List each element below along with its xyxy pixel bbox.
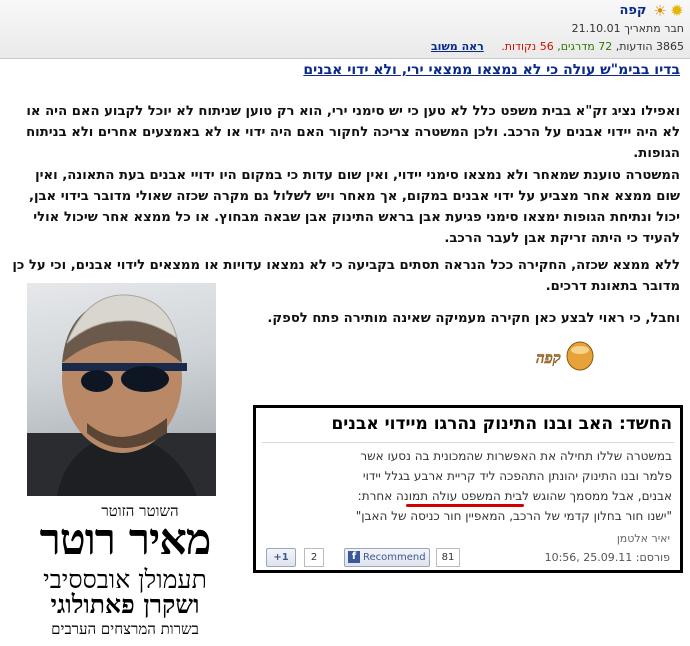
view-feedback-link[interactable]: ראה משוב bbox=[430, 40, 484, 53]
facebook-recommend-label: Recommend bbox=[363, 552, 426, 563]
article-author: יאיר אלטמן bbox=[616, 532, 670, 545]
posts-count: 3865 הודעות, bbox=[615, 40, 684, 53]
user-line bbox=[619, 3, 684, 18]
star-icon: ✹ bbox=[670, 1, 684, 20]
points-count: 56 נקודות. bbox=[501, 40, 554, 53]
user-info-header bbox=[0, 0, 690, 59]
article-screenshot bbox=[253, 405, 683, 573]
article-divider bbox=[262, 442, 674, 443]
member-since: חבר מתאריך 21.10.01 bbox=[571, 22, 684, 35]
caption-name: מאיר רוטר bbox=[39, 515, 211, 565]
caption-line-4: ושקרן פאתולוגי bbox=[50, 590, 200, 619]
caption-line-3: תעמולן אובססיבי bbox=[43, 565, 207, 594]
facebook-recommend-button[interactable] bbox=[344, 548, 430, 567]
article-line-3: אבנים, אבל ממסמך שהוגש לבית המשפט עולה תמונה אחרת: bbox=[357, 489, 672, 503]
google-plus-button[interactable] bbox=[266, 548, 296, 567]
ratings-count: 72 מדרגים, bbox=[557, 40, 613, 53]
article-published-date: פורסם: 25.09.11 ,10:56 bbox=[544, 551, 670, 564]
post-paragraph-1: ואפילו נציג זק"א בבית משפט כלל לא טען כי יש סימני ירי, הוא רק טוען שניתוח לא יוכל לקבוע האם היה או לא היה יידוי אבנים על הרכב. ולכן המשטרה צריכה לחקור האם היה ידוי או לא באמצעים אחרים ולא בניתוח הגופות. bbox=[26, 104, 680, 161]
google-plus-count: 2 bbox=[304, 548, 324, 567]
post-title[interactable]: בדיו בבימ"ש עולה כי לא נמצאו ממצאי ירי, ולא ידוי אבנים bbox=[303, 62, 680, 78]
username-link[interactable]: קפה bbox=[619, 3, 647, 18]
facebook-recommend-count: 81 bbox=[436, 548, 460, 567]
red-underline-mark bbox=[406, 504, 524, 507]
post-paragraph-2: המשטרה טוענת שמאחר ולא נמצאו סימני יידוי, ואין שום עדות כי במקום היו ידויי אבנים בעת התאונה, ואין שום ממצא אחר מצביע על ידוי אבנים במקום, אך מאחר ויש לשלול גם מקרה שכזה שאולי מדובר בידוי אבן, יכול ונתיחת הגופות ימצאו סימני פגיעת אבן בראש התינוק אבן שבאה מבחוץ. או כל ממצא אחר שיכול אולי להעיד כי היתה זריקת אבן לעבר הרכב. bbox=[28, 168, 680, 246]
article-line-2: פלמר ובנו התינוק יהונתן התהפכה ליד קריית ארבע בגלל יידוי bbox=[362, 469, 672, 483]
post-paragraph-3: ללא ממצא שכזה, החקירה ככל הנראה תסתים בקביעה כי לא נמצאו עדויות או ממצאים לידוי אבנים, וכי על כן מדובר בתאונת דרכים. bbox=[12, 258, 680, 294]
sun-icon: ☀ bbox=[653, 2, 667, 20]
article-line-4: "ישנו חור בחלון קדמי של הרכב, המאפיין חור כניסה של האבן" bbox=[355, 509, 672, 523]
google-plus-icon: +1 bbox=[273, 552, 289, 563]
caption-line-5: בשרות המרצחים הערבים bbox=[51, 620, 199, 638]
facebook-icon: f bbox=[348, 551, 360, 563]
svg-text:קפה: קפה bbox=[536, 349, 561, 367]
article-line-1: במשטרה שללו תחילה את האפשרות שהמכונית בה נסעו אשר bbox=[360, 449, 672, 463]
user-stats bbox=[431, 40, 684, 53]
article-headline[interactable]: החשד: האב ובנו התינוק נהרגו מיידוי אבנים bbox=[331, 414, 672, 434]
person-photo bbox=[27, 283, 216, 496]
caption-rank: השוטר הזוטר bbox=[101, 502, 179, 520]
post-paragraph-4: וחבל, כי ראוי לבצע כאן חקירה מעמיקה שאינה מותירה פתח לספק. bbox=[267, 311, 680, 326]
kafe-logo bbox=[534, 338, 594, 374]
